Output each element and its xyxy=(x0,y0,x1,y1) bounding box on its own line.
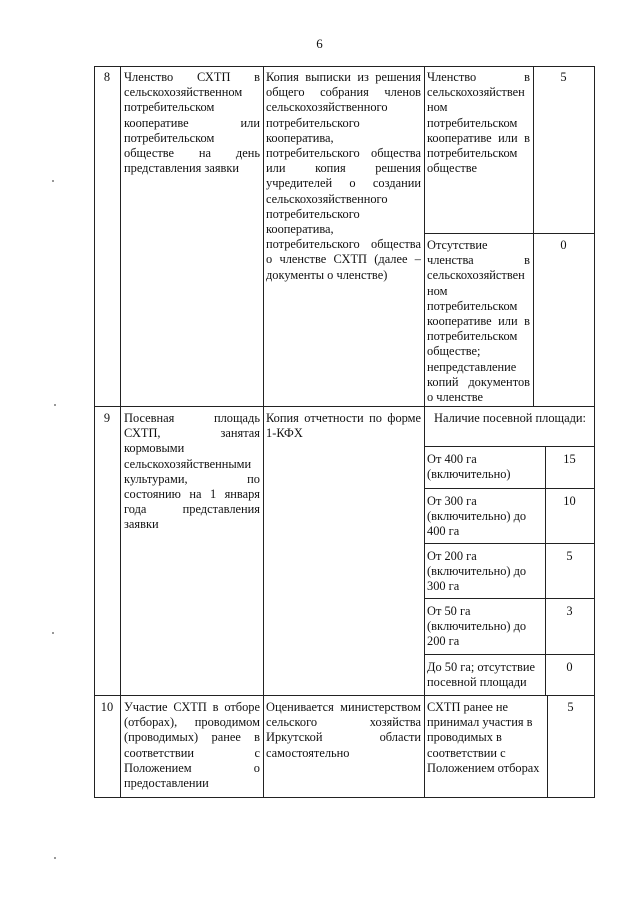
column-divider xyxy=(263,66,264,798)
criterion-text: Посевная площадь СХТП, занятая кормовыми сельскохозяйственными культурами, по состоянию на 1 января года представления заявки xyxy=(124,411,260,532)
score-value: 15 xyxy=(563,452,576,466)
row-9-header-divider xyxy=(424,446,594,447)
condition-text: От 50 га (включительно) до 200 га xyxy=(427,604,527,649)
scan-speck xyxy=(52,180,54,182)
score-value: 5 xyxy=(567,700,574,714)
score-value: 5 xyxy=(560,70,567,84)
criterion-text: Членство СХТП в сельскохозяйственном потребительском кооперативе или потребительском обществе на день представления заявки xyxy=(124,70,260,176)
row-number: 10 xyxy=(100,700,114,714)
scan-speck xyxy=(54,404,56,406)
condition-text: От 300 га (включительно) до 400 га xyxy=(427,494,527,539)
condition-text: От 400 га (включительно) xyxy=(427,452,511,482)
condition-text: СХТП ранее не принимал участия в проводимых в соответствии с Положением отборах xyxy=(427,700,540,775)
score-column-divider xyxy=(545,446,546,695)
row-9-sub-divider xyxy=(424,654,594,655)
score-value: 3 xyxy=(566,604,573,618)
row-9-sub-divider xyxy=(424,543,594,544)
row-divider xyxy=(94,695,594,696)
score-value: 0 xyxy=(560,238,567,252)
row-number: 9 xyxy=(103,411,111,425)
document-text: Копия выписки из решения общего собрания членов сельскохозяйственного потребительского кооператива, потребительского общества или копия решения учредителей о создании сельскохозяйственного потребительского кооператива, потребительского общества о членстве СХТП (далее – документы о членстве) xyxy=(266,70,421,282)
score-value: 0 xyxy=(566,660,573,674)
scan-speck xyxy=(54,857,56,859)
condition-text: До 50 га; отсутствие посевной площади xyxy=(427,660,535,690)
table-right-border xyxy=(594,66,595,798)
table-top-border xyxy=(94,66,594,67)
condition-text: От 200 га (включительно) до 300 га xyxy=(427,549,527,594)
row-number: 8 xyxy=(103,70,111,84)
column-divider xyxy=(424,66,425,798)
scan-speck xyxy=(52,632,54,634)
page-number: 6 xyxy=(316,36,323,51)
row-9-sub-divider xyxy=(424,598,594,599)
option-group-header: Наличие посевной площади: xyxy=(434,411,586,425)
row-8-sub-divider xyxy=(424,233,594,234)
table-bottom-border xyxy=(94,797,594,798)
score-value: 5 xyxy=(566,549,573,563)
document-text: Копия отчетности по форме 1-КФХ xyxy=(266,411,421,441)
document-text: Оценивается министерством сельского хозяйства Иркутской области самостоятельно xyxy=(266,700,421,760)
criterion-text: Участие СХТП в отборе (отборах), проводимом (проводимых) ранее в соответствии с Положением о предоставлении xyxy=(124,700,260,791)
score-column-divider xyxy=(533,66,534,406)
condition-text: Членство в сельскохозяйствен ном потребительском кооперативе или в потребительском обществе xyxy=(427,70,530,176)
condition-text: Отсутствие членства в сельскохозяйствен ном потребительском кооперативе или в потребительском обществе; непредставление копий документов о членстве xyxy=(427,238,530,405)
row-divider xyxy=(94,406,594,407)
row-9-sub-divider xyxy=(424,488,594,489)
table-left-border xyxy=(94,66,95,798)
column-divider xyxy=(120,66,121,798)
score-value: 10 xyxy=(563,494,576,508)
